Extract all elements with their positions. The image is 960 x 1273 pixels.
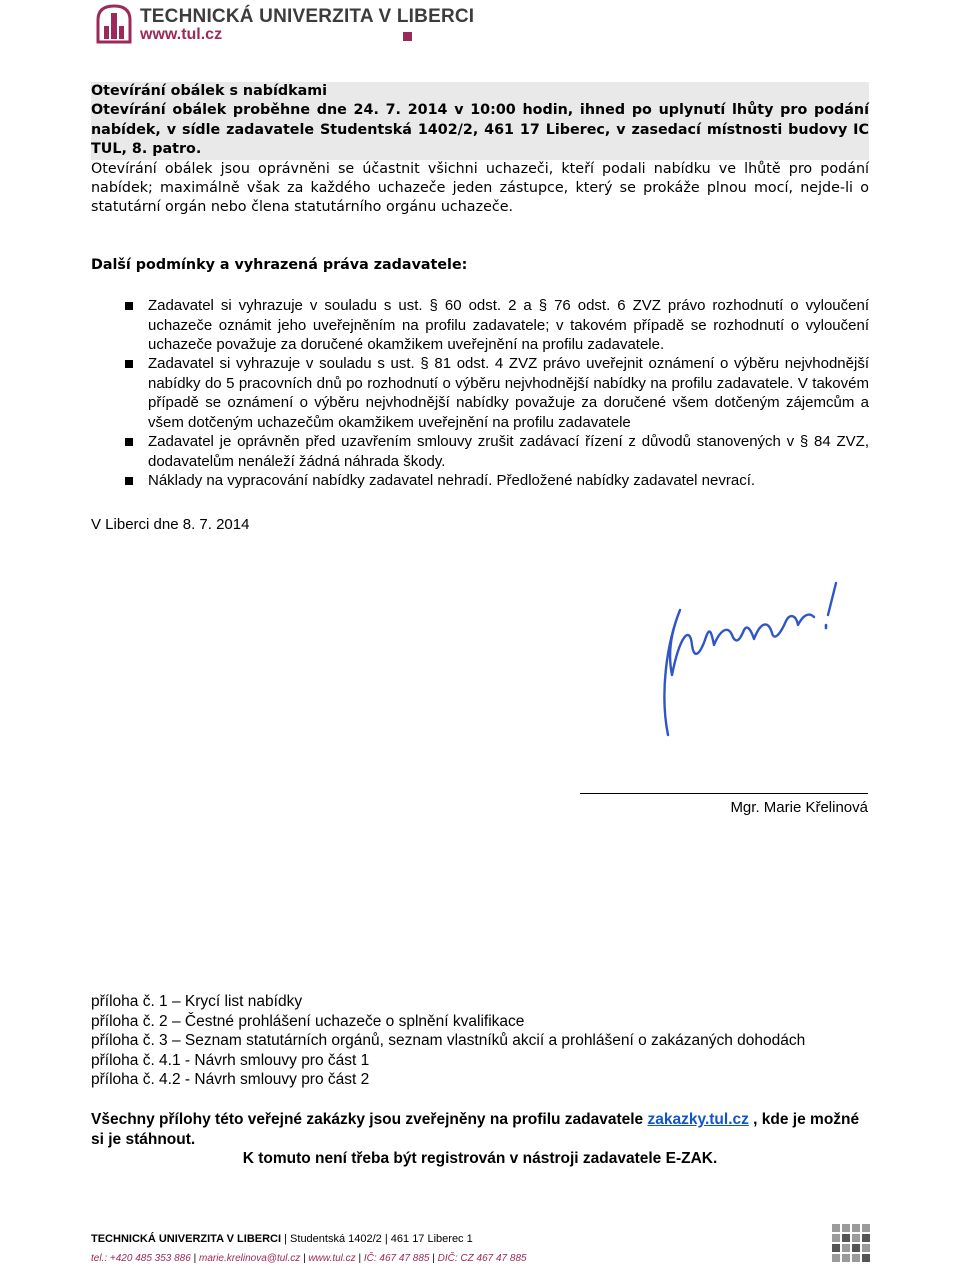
- logo-web-address: www.tul.cz: [140, 26, 223, 43]
- list-item: příloha č. 1 – Krycí list nabídky: [91, 993, 303, 1010]
- opening-date-text: Otevírání obálek proběhne dne 24. 7. 2014 v 10:00 hodin, ihned po uplynutí lhůty pro podání nabídek, v sídle zadavatele Studentská 1402/2, 461 17 Liberec, v zasedací místnosti budovy IC TUL, 8. patro.: [91, 101, 869, 159]
- profile-link[interactable]: zakazky.tul.cz: [647, 1111, 749, 1128]
- logo-university-name: TECHNICKÁ UNIVERZITA V LIBERCI: [140, 6, 475, 27]
- tul-emblem-icon: [96, 4, 132, 44]
- document-date: V Liberci dne 8. 7. 2014: [91, 516, 250, 534]
- bullet-square-icon: [125, 438, 133, 446]
- list-item: Zadavatel si vyhrazuje v souladu s ust. § 81 odst. 4 ZVZ právo uveřejnit oznámení o výběru nejvhodnější nabídky do 5 pracovních dnů po rozhodnutí o výběru nejvhodnější nabídky na profilu zadavatele. V takovém případě se oznámení o výběru nejvhodnější nabídky považuje za doručené všem dotčeným zájemcům a všem dotčeným uchazečům okamžikem uveřejnění na profilu zadavatele: [91, 354, 869, 432]
- annex-list: [91, 992, 805, 1090]
- signer-name: Mgr. Marie Křelinová: [730, 799, 868, 816]
- opening-attendance-text: Otevírání obálek jsou oprávněni se účastnit všichni uchazeči, kteří podali nabídku ve lhůtě pro podání nabídek; maximálně však za každého uchazeče jeden zástupce, který se prokáže plnou mocí, nejde-li o statutární orgán nebo člena statutárního orgánu uchazeče.: [91, 160, 869, 216]
- list-item: příloha č. 4.2 - Návrh smlouvy pro část 2: [91, 1071, 370, 1089]
- list-item: příloha č. 3 – Seznam statutárních orgánů, seznam vlastníků akcií a prohlášení o zakázaných dohodách: [91, 1032, 806, 1050]
- section-heading-opening: Otevírání obálek s nabídkami: [91, 82, 869, 101]
- final-note-line1: Všechny přílohy této veřejné zakázky jsou zveřejněny na profilu zadavatele zakazky.tul.cz , kde je možné si je stáhnout.: [91, 1111, 860, 1148]
- final-note-line2: K tomuto není třeba být registrován v nástroji zadavatele E-ZAK.: [242, 1150, 718, 1168]
- final-note: [91, 1110, 869, 1169]
- footer-address: TECHNICKÁ UNIVERZITA V LIBERCI | Studentská 1402/2 | 461 17 Liberec 1: [91, 1233, 473, 1245]
- bullet-square-icon: [125, 360, 133, 368]
- signature-line: [580, 793, 868, 794]
- main-content: [91, 82, 869, 535]
- list-item: příloha č. 2 – Čestné prohlášení uchazeče o splnění kvalifikace: [91, 1012, 525, 1030]
- bullet-square-icon: [125, 302, 133, 310]
- logo-square-mark: [403, 32, 412, 41]
- section-heading-conditions: Další podmínky a vyhrazená práva zadavatele:: [91, 256, 468, 273]
- handwritten-signature: [640, 575, 870, 745]
- conditions-list: [91, 296, 869, 490]
- footer-contacts: tel.: +420 485 353 886 | marie.krelinova@tul.cz | www.tul.cz | IČ: 467 47 885 | DIČ: CZ 467 47 885: [91, 1253, 527, 1264]
- list-item: příloha č. 4.1 - Návrh smlouvy pro část 1: [91, 1051, 370, 1069]
- list-item: Zadavatel si vyhrazuje v souladu s ust. § 60 odst. 2 a § 76 odst. 6 ZVZ právo rozhodnutí o vyloučení uchazeče oznámit jeho uveřejněním na profilu zadavatele; v takovém případě se rozhodnutí o vyloučení uchazeče považuje za doručené okamžikem uveřejnění na profilu zadavatele.: [91, 296, 869, 354]
- tul-logo: [96, 4, 475, 44]
- list-item: Náklady na vypracování nabídky zadavatel nehradí. Předložené nabídky zadavatel nevrací.: [91, 471, 869, 490]
- bullet-square-icon: [125, 477, 133, 485]
- footer-grid-logo-icon: [832, 1224, 870, 1262]
- list-item: Zadavatel je oprávněn před uzavřením smlouvy zrušit zadávací řízení z důvodů stanovených v § 84 ZVZ, dodavatelům nenáleží žádná náhrada škody.: [91, 432, 869, 471]
